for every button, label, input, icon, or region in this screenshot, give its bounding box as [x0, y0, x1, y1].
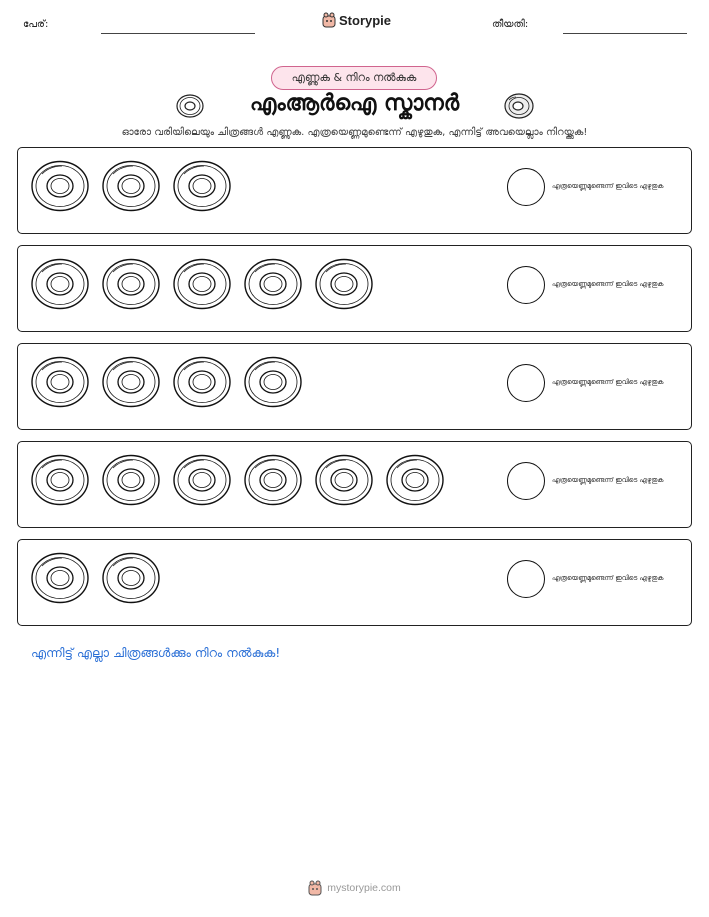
mri-scanner-icon[interactable] — [314, 258, 374, 310]
counting-row — [17, 441, 692, 528]
mri-scanner-icon[interactable] — [243, 258, 303, 310]
mri-scanner-icon[interactable] — [101, 454, 161, 506]
name-label: പേര്: — [23, 19, 49, 30]
mri-scanner-icon[interactable] — [101, 160, 161, 212]
mri-scanner-icon[interactable] — [101, 356, 161, 408]
answer-prompt: എത്രയെണ്ണമുണ്ടെന്ന് ഇവിടെ എഴുതുക — [552, 574, 664, 582]
answer-circle[interactable] — [507, 462, 545, 500]
mri-scanner-icon[interactable] — [30, 160, 90, 212]
answer-circle[interactable] — [507, 364, 545, 402]
counting-row — [17, 147, 692, 234]
answer-prompt: എത്രയെണ്ണമുണ്ടെന്ന് ഇവിടെ എഴുതുക — [552, 476, 664, 484]
mri-scanner-icon[interactable] — [30, 552, 90, 604]
answer-prompt: എത്രയെണ്ണമുണ്ടെന്ന് ഇവിടെ എഴുതുക — [552, 378, 664, 386]
mri-scanner-icon[interactable] — [172, 454, 232, 506]
counting-row — [17, 343, 692, 430]
counting-row — [17, 245, 692, 332]
answer-circle[interactable] — [507, 560, 545, 598]
activity-badge: എണ്ണുക & നിറം നൽകുക — [271, 66, 437, 90]
mri-scanner-icon[interactable] — [243, 356, 303, 408]
mri-scanner-icon[interactable] — [30, 258, 90, 310]
mri-scanner-icon[interactable] — [172, 258, 232, 310]
coloring-note: എന്നിട്ട് എല്ലാ ചിത്രങ്ങൾക്കും നിറം നൽകുക! — [31, 645, 281, 660]
answer-prompt: എത്രയെണ്ണമുണ്ടെന്ന് ഇവിടെ എഴുതുക — [552, 280, 664, 288]
worksheet-header — [0, 0, 709, 50]
mri-scanner-icon[interactable] — [30, 454, 90, 506]
counting-row — [17, 539, 692, 626]
storypie-logo-icon — [308, 880, 322, 896]
page-title: എംആർഐ സ്കാനർ — [249, 91, 460, 116]
instructions: ഓരോ വരിയിലെയും ചിത്രങ്ങൾ എണ്ണുക. എത്രയെണ്ണമുണ്ടെന്ന് എഴുതുക, എന്നിട്ട് അവയെല്ലാം നിറയ്ക്കുക! — [121, 127, 588, 138]
website-url[interactable]: mystorypie.com — [327, 882, 401, 894]
date-label: തീയതി: — [492, 19, 529, 30]
mri-scanner-icon[interactable] — [172, 160, 232, 212]
brand-logo — [322, 12, 391, 28]
name-line[interactable] — [101, 33, 255, 34]
storypie-logo-icon — [322, 12, 336, 28]
mri-scanner-icon[interactable] — [101, 552, 161, 604]
answer-circle[interactable] — [507, 168, 545, 206]
mri-scanner-icon[interactable] — [243, 454, 303, 506]
answer-prompt: എത്രയെണ്ണമുണ്ടെന്ന് ഇവിടെ എഴുതുക — [552, 182, 664, 190]
mri-scanner-icon[interactable] — [314, 454, 374, 506]
date-line[interactable] — [563, 33, 687, 34]
mri-scanner-icon[interactable] — [101, 258, 161, 310]
mri-scanner-icon[interactable] — [30, 356, 90, 408]
title-row — [0, 90, 709, 122]
answer-circle[interactable] — [507, 266, 545, 304]
mri-scanner-icon[interactable] — [172, 356, 232, 408]
mri-scanner-icon[interactable] — [385, 454, 445, 506]
website-footer — [0, 880, 709, 896]
mri-scanner-icon — [503, 92, 535, 120]
brand-name: Storypie — [339, 12, 392, 28]
